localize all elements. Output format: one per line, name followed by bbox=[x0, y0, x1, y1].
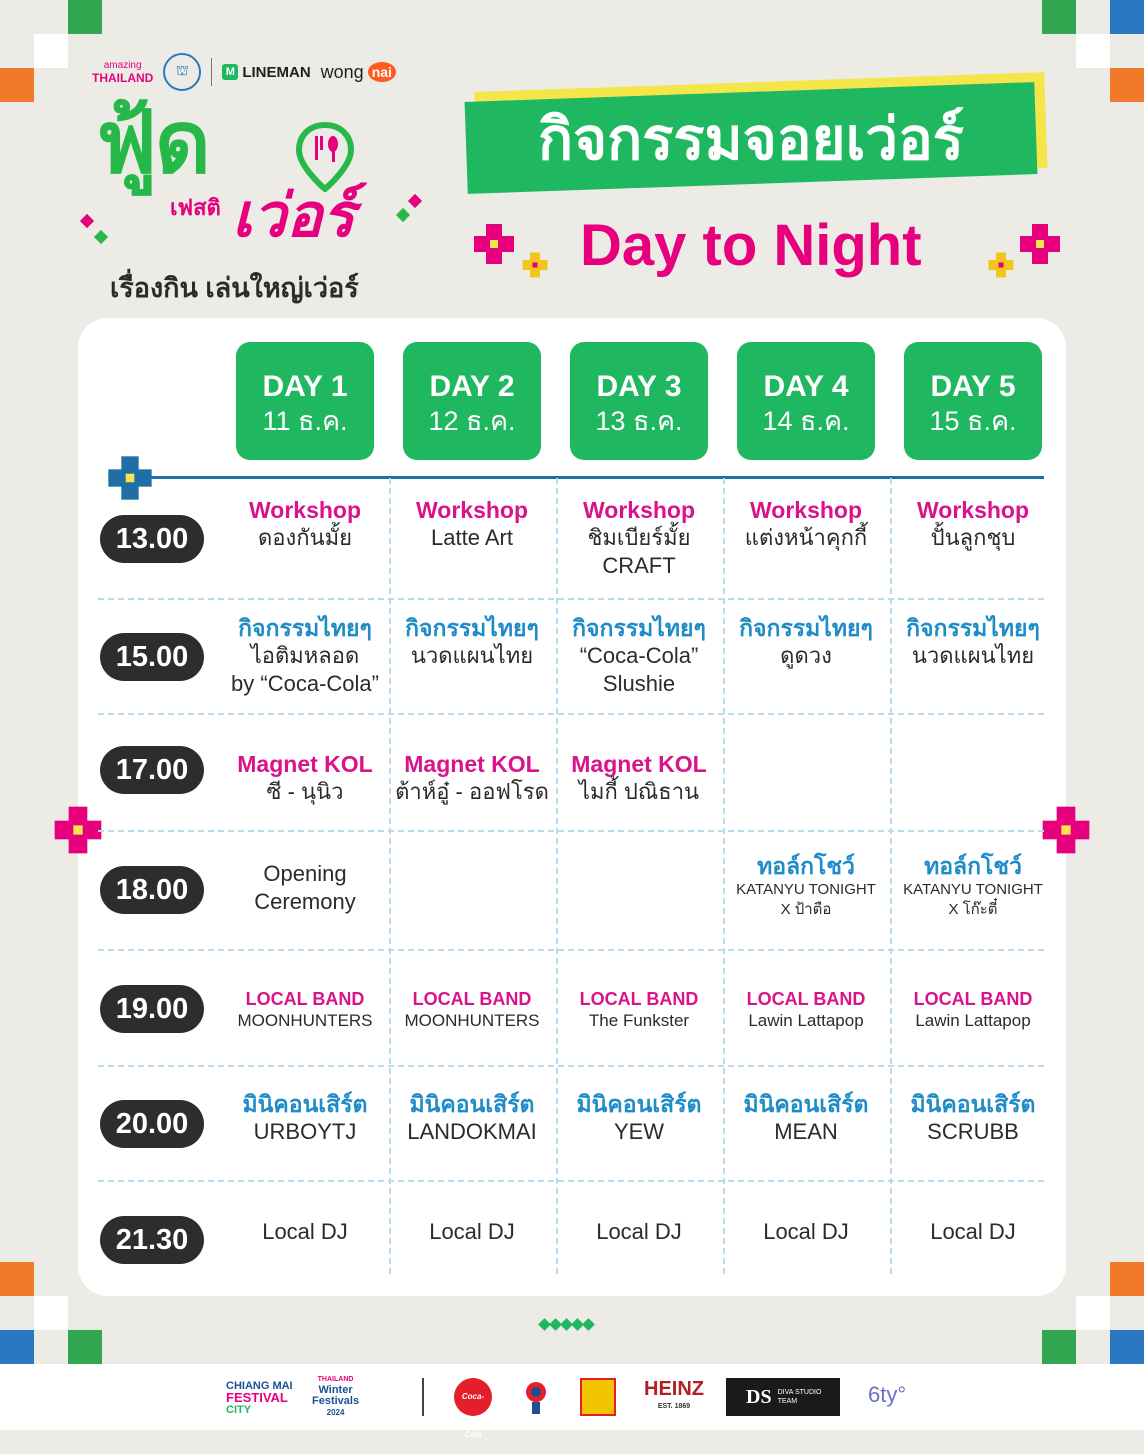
activity-type: กิจกรรมไทยๆ bbox=[238, 615, 372, 641]
activity-type: ทอล์กโชว์ bbox=[757, 853, 855, 879]
activity-detail: KATANYU TONIGHT bbox=[736, 881, 876, 898]
corner-block-orange bbox=[0, 1262, 34, 1296]
diva-studio-logo: DS DIVA STUDIO TEAM bbox=[726, 1378, 840, 1416]
activity-type: Magnet KOL bbox=[237, 751, 373, 777]
schedule-cell bbox=[223, 988, 387, 1032]
schedule-cell bbox=[223, 1090, 387, 1146]
row-divider bbox=[98, 1180, 1044, 1182]
activity-type: กิจกรรมไทยๆ bbox=[739, 615, 873, 641]
day-date: 11 ธ.ค. bbox=[262, 406, 348, 436]
activity-detail: ซี - นุนิว bbox=[266, 779, 344, 804]
decorative-diamonds bbox=[540, 1320, 593, 1329]
activity-detail: URBOYTJ bbox=[253, 1119, 357, 1144]
day-label: DAY 5 bbox=[930, 370, 1016, 403]
activity-detail: X โก๊ะตี๋ bbox=[948, 901, 998, 918]
corner-block-orange bbox=[1110, 1262, 1144, 1296]
day-date: 12 ธ.ค. bbox=[428, 406, 516, 436]
time-pill: 13.00 bbox=[100, 515, 204, 563]
activity-detail: นวดแผนไทย bbox=[410, 643, 534, 668]
corner-block-orange bbox=[1110, 68, 1144, 102]
activity-type: Magnet KOL bbox=[404, 751, 540, 777]
schedule-cell bbox=[223, 750, 387, 806]
activity-type: กิจกรรมไทยๆ bbox=[906, 615, 1040, 641]
schedule-cell bbox=[557, 750, 721, 806]
flower-icon bbox=[986, 250, 1016, 280]
lineman-logo: M LINEMAN bbox=[222, 64, 310, 81]
activity-detail: Local DJ bbox=[763, 1219, 849, 1244]
schedule-cell bbox=[557, 614, 721, 698]
activity-detail: ไอติมหลอด bbox=[250, 643, 360, 668]
activity-detail: X ป้าตือ bbox=[780, 901, 832, 918]
activity-type: Workshop bbox=[582, 497, 696, 523]
page-title: กิจกรรมจอยเว่อร์ bbox=[538, 106, 964, 172]
activity-detail: KATANYU TONIGHT bbox=[903, 881, 1043, 898]
tagline: เรื่องกิน เล่นใหญ่เว่อร์ bbox=[110, 273, 359, 303]
activity-detail: The Funkster bbox=[588, 1011, 690, 1030]
schedule-cell bbox=[557, 1090, 721, 1146]
schedule-cell bbox=[891, 1218, 1055, 1246]
activity-type: LOCAL BAND bbox=[412, 989, 532, 1009]
activity-detail: Local DJ bbox=[596, 1219, 682, 1244]
sponsor-divider bbox=[422, 1378, 424, 1416]
activity-detail: SCRUBB bbox=[927, 1119, 1019, 1144]
activity-detail: LANDOKMAI bbox=[407, 1119, 537, 1144]
schedule-cell bbox=[724, 1218, 888, 1246]
time-pill: 19.00 bbox=[100, 985, 204, 1033]
amazing-thailand-logo: amazing THAILAND bbox=[92, 60, 154, 85]
activity-type: กิจกรรมไทยๆ bbox=[572, 615, 706, 641]
row-divider bbox=[98, 598, 1044, 600]
activity-detail: Local DJ bbox=[429, 1219, 515, 1244]
activity-type: Workshop bbox=[749, 497, 863, 523]
sponsor-bar bbox=[0, 1364, 1144, 1439]
schedule-cell bbox=[223, 496, 387, 552]
corner-block-blue bbox=[1110, 1330, 1144, 1364]
row-divider bbox=[98, 713, 1044, 715]
schedule-cell bbox=[390, 496, 554, 552]
time-pill: 18.00 bbox=[100, 866, 204, 914]
page-subtitle: Day to Night bbox=[580, 213, 922, 278]
corner-block-white bbox=[34, 34, 68, 68]
activity-detail: ต้าห์อู๋ - ออฟโรด bbox=[395, 779, 549, 804]
activity-detail: Lawin Lattapop bbox=[748, 1011, 864, 1030]
activity-type: มินิคอนเสิร์ต bbox=[743, 1091, 869, 1117]
row-divider bbox=[98, 949, 1044, 951]
schedule-cell bbox=[557, 1218, 721, 1246]
activity-type: มินิคอนเสิร์ต bbox=[409, 1091, 535, 1117]
activity-type: มินิคอนเสิร์ต bbox=[242, 1091, 368, 1117]
schedule-cell bbox=[390, 614, 554, 670]
corner-block-white bbox=[1076, 34, 1110, 68]
schedule-cell bbox=[390, 1090, 554, 1146]
activity-detail: ปั้นลูกชุบ bbox=[930, 525, 1016, 550]
flower-icon bbox=[470, 220, 518, 268]
wongnai-logo: wong nai bbox=[321, 62, 396, 83]
activity-detail: ดองกันมั้ย bbox=[258, 525, 352, 550]
day-date: 13 ธ.ค. bbox=[595, 406, 683, 436]
corner-block-green bbox=[1042, 1330, 1076, 1364]
chiangmai-festival-logo: CHIANG MAI FESTIVAL CITY bbox=[226, 1380, 293, 1416]
time-pill: 17.00 bbox=[100, 746, 204, 794]
brand-sub-small: เฟสติ bbox=[170, 195, 221, 220]
activity-detail: Local DJ bbox=[930, 1219, 1016, 1244]
schedule-cell bbox=[223, 1218, 387, 1246]
activity-detail: MEAN bbox=[774, 1119, 838, 1144]
cocacola-logo: Coca-Cola bbox=[454, 1378, 492, 1416]
sparkle-icon bbox=[396, 208, 410, 222]
timeline-flower-icon bbox=[104, 452, 156, 504]
activity-detail: ชิมเบียร์มั้ย bbox=[587, 525, 691, 550]
time-pill: 20.00 bbox=[100, 1100, 204, 1148]
flower-icon bbox=[1016, 220, 1064, 268]
schedule-cell bbox=[557, 496, 721, 580]
day-header bbox=[737, 342, 875, 460]
logo-divider bbox=[211, 58, 212, 86]
corner-block-green bbox=[1042, 0, 1076, 34]
schedule-cell bbox=[891, 1090, 1055, 1146]
day-header bbox=[236, 342, 374, 460]
schedule-cell bbox=[223, 860, 387, 916]
activity-detail: Lawin Lattapop bbox=[915, 1011, 1031, 1030]
sparkle-icon bbox=[94, 230, 108, 244]
activity-detail: นวดแผนไทย bbox=[911, 643, 1035, 668]
schedule-cell bbox=[891, 852, 1055, 920]
schedule-cell bbox=[390, 1218, 554, 1246]
schedule-cell bbox=[223, 614, 387, 698]
activity-type: Workshop bbox=[916, 497, 1030, 523]
sparkle-icon bbox=[80, 214, 94, 228]
mascot-logo-icon bbox=[520, 1378, 552, 1416]
title-banner bbox=[465, 82, 1038, 194]
row-divider bbox=[98, 830, 1044, 832]
corner-block-green bbox=[68, 1330, 102, 1364]
day-header bbox=[904, 342, 1042, 460]
activity-type: LOCAL BAND bbox=[913, 989, 1033, 1009]
activity-detail: “Coca-Cola” bbox=[579, 643, 699, 668]
sixty-logo: 6ty° bbox=[868, 1382, 907, 1407]
activity-detail: Slushie bbox=[602, 671, 676, 696]
day-label: DAY 1 bbox=[262, 370, 348, 403]
activity-type: ทอล์กโชว์ bbox=[924, 853, 1022, 879]
activity-detail: CRAFT bbox=[602, 553, 676, 578]
schedule-cell bbox=[557, 988, 721, 1032]
activity-detail: YEW bbox=[613, 1119, 665, 1144]
activity-type: Magnet KOL bbox=[571, 751, 707, 777]
winter-festivals-logo: THAILAND Winter Festivals 2024 bbox=[312, 1376, 360, 1417]
schedule-cell bbox=[390, 750, 554, 806]
day-date: 15 ธ.ค. bbox=[929, 406, 1017, 436]
activity-detail: Local DJ bbox=[262, 1219, 348, 1244]
time-pill: 21.30 bbox=[100, 1216, 204, 1264]
day-header bbox=[570, 342, 708, 460]
side-flower-icon bbox=[1038, 802, 1094, 858]
corner-block-green bbox=[68, 0, 102, 34]
time-pill: 15.00 bbox=[100, 633, 204, 681]
schedule-cell bbox=[891, 614, 1055, 670]
activity-type: Workshop bbox=[248, 497, 362, 523]
fish-sauce-logo-icon bbox=[580, 1378, 616, 1416]
activity-type: กิจกรรมไทยๆ bbox=[405, 615, 539, 641]
timeline-rule bbox=[128, 476, 1044, 479]
day-label: DAY 4 bbox=[763, 370, 849, 403]
corner-block-orange bbox=[0, 68, 34, 102]
activity-type: มินิคอนเสิร์ต bbox=[576, 1091, 702, 1117]
flower-icon bbox=[520, 250, 550, 280]
activity-detail: Opening bbox=[263, 861, 347, 886]
day-header bbox=[403, 342, 541, 460]
schedule-cell bbox=[724, 614, 888, 670]
schedule-cell bbox=[891, 988, 1055, 1032]
lineman-icon: M bbox=[222, 64, 238, 80]
activity-detail: MOONHUNTERS bbox=[404, 1011, 540, 1030]
schedule-card bbox=[78, 318, 1066, 1296]
diamond-icon bbox=[582, 1318, 595, 1331]
brand-sub-big: เว่อร์ bbox=[232, 182, 355, 249]
schedule-cell bbox=[724, 496, 888, 552]
schedule-cell bbox=[724, 988, 888, 1032]
schedule-cell bbox=[390, 988, 554, 1032]
day-date: 14 ธ.ค. bbox=[762, 406, 850, 436]
heinz-logo: HEINZ EST. 1869 bbox=[644, 1378, 704, 1410]
day-label: DAY 2 bbox=[429, 370, 515, 403]
activity-type: Workshop bbox=[415, 497, 529, 523]
activity-type: LOCAL BAND bbox=[746, 989, 866, 1009]
activity-type: LOCAL BAND bbox=[579, 989, 699, 1009]
activity-detail: Ceremony bbox=[254, 889, 356, 914]
activity-detail: MOONHUNTERS bbox=[237, 1011, 373, 1030]
corner-block-blue bbox=[1110, 0, 1144, 34]
activity-detail: ไมกี้ ปณิธาน bbox=[578, 779, 700, 804]
partner-logos bbox=[92, 52, 396, 92]
activity-type: มินิคอนเสิร์ต bbox=[910, 1091, 1036, 1117]
corner-block-blue bbox=[0, 1330, 34, 1364]
tourism-seal-icon: ⛫ bbox=[163, 53, 201, 91]
activity-detail: ดูดวง bbox=[780, 643, 832, 668]
activity-detail: by “Coca-Cola” bbox=[231, 671, 379, 696]
brand-wordmark: ฟู้ด bbox=[96, 95, 209, 191]
day-label: DAY 3 bbox=[596, 370, 682, 403]
row-divider bbox=[98, 1065, 1044, 1067]
activity-type: LOCAL BAND bbox=[245, 989, 365, 1009]
corner-block-white bbox=[1076, 1296, 1110, 1330]
schedule-cell bbox=[724, 1090, 888, 1146]
sparkle-icon bbox=[408, 194, 422, 208]
activity-detail: Latte Art bbox=[431, 525, 513, 550]
schedule-cell bbox=[891, 496, 1055, 552]
schedule-cell bbox=[724, 852, 888, 920]
corner-block-white bbox=[34, 1296, 68, 1330]
activity-detail: แต่งหน้าคุกกี้ bbox=[744, 525, 868, 550]
